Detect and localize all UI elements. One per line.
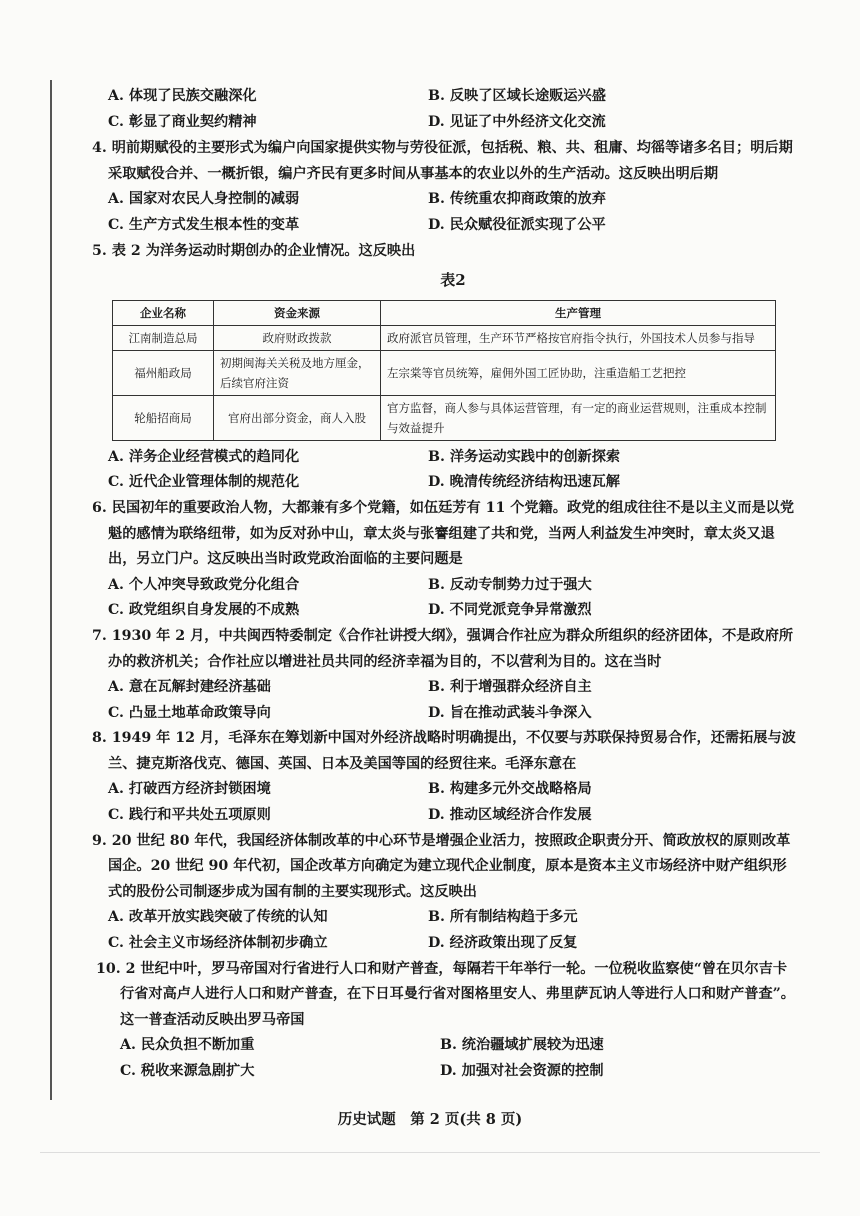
- q4-option-b: B. 传统重农抑商政策的放弃: [428, 191, 606, 208]
- cell-company: 江南制造总局: [113, 325, 214, 350]
- cell-funding: 初期闽海关关税及地方厘金，后续官府注资: [214, 350, 381, 395]
- q6-option-b: B. 反动专制势力过于强大: [428, 576, 592, 593]
- cell-management: 左宗棠等官员统筹，雇佣外国工匠协助，注重造船工艺把控: [381, 350, 776, 395]
- binding-margin-line: [50, 80, 52, 1100]
- q7-option-a: A. 意在瓦解封建经济基础: [108, 679, 271, 696]
- question-8: [92, 726, 798, 828]
- question-6-stem: 6. 民国初年的重要政治人物，大都兼有多个党籍，如伍廷芳有 11 个党籍。政党的组成往往不是以主义而是以党魁的感情为联络纽带，如为反对孙中山，章太炎与张謇组建了共和党，当两人利益发生冲突时，章太炎又退出，另立门户。这反映出当时政党政治面临的主要问题是: [92, 499, 795, 568]
- q3-options: [108, 84, 798, 135]
- question-10: [96, 957, 798, 1085]
- exam-content: [92, 84, 798, 1085]
- table-row: [113, 395, 776, 440]
- question-9: [92, 829, 798, 957]
- q4-option-a: A. 国家对农民人身控制的减弱: [108, 191, 300, 208]
- table-row: [113, 350, 776, 395]
- table-caption: 表2: [440, 271, 466, 290]
- q4-option-d: D. 民众赋役征派实现了公平: [428, 216, 606, 233]
- q8-option-a: A. 打破西方经济封锁困境: [108, 781, 271, 798]
- q9-option-a: A. 改革开放实践突破了传统的认知: [108, 909, 328, 926]
- page-footer: 历史试题 第 2 页(共 8 页): [337, 1111, 523, 1128]
- q3-option-a: A. 体现了民族交融深化: [108, 88, 257, 104]
- question-8-stem: 8. 1949 年 12 月，毛泽东在筹划新中国对外经济战略时明确提出，不仅要与苏联保持贸易合作，还需拓展与波兰、捷克斯洛伐克、德国、英国、日本及美国等国的经贸往来。毛泽东意在: [92, 730, 796, 772]
- enterprise-table: [112, 300, 776, 441]
- q10-option-c: C. 税收来源急剧扩大: [120, 1063, 255, 1079]
- q8-option-c: C. 践行和平共处五项原则: [108, 807, 271, 824]
- question-10-stem: 10. 2 世纪中叶，罗马帝国对行省进行人口和财产普查，每隔若干年举行一轮。一位税收监察使“曾在贝尔吉卡行省对高卢人进行人口和财产普查，在下日耳曼行省对图格里安人、弗里萨瓦讷人等进行人口和财产普查”。这一普查活动反映出罗马帝国: [96, 960, 795, 1028]
- table-row: [113, 325, 776, 350]
- q7-options: [108, 675, 798, 726]
- q5-option-c: C. 近代企业管理体制的规范化: [108, 474, 300, 491]
- q10-option-d: D. 加强对社会资源的控制: [440, 1063, 604, 1079]
- q8-options: [108, 777, 798, 828]
- cell-company: 福州船政局: [113, 350, 214, 395]
- q4-options: [108, 187, 798, 238]
- q3-option-b: B. 反映了区域长途贩运兴盛: [428, 88, 606, 104]
- header-funding: 资金来源: [214, 300, 381, 325]
- q3-option-d: D. 见证了中外经济文化交流: [428, 113, 606, 130]
- cell-management: 政府派官员管理，生产环节严格按官府指令执行，外国技术人员参与指导: [381, 325, 776, 350]
- q6-options: [108, 573, 798, 624]
- q6-option-a: A. 个人冲突导致政党分化组合: [108, 576, 300, 593]
- question-7: [92, 624, 798, 726]
- q8-option-b: B. 构建多元外交战略格局: [428, 781, 592, 798]
- q5-option-d: D. 晚清传统经济结构迅速瓦解: [428, 474, 620, 491]
- q5-option-a: A. 洋务企业经营模式的趋同化: [108, 448, 300, 465]
- q6-option-c: C. 政党组织自身发展的不成熟: [108, 602, 300, 619]
- question-9-stem: 9. 20 世纪 80 年代，我国经济体制改革的中心环节是增强企业活力，按照政企职责分开、简政放权的原则改革国企。20 世纪 90 年代初，国企改革方向确定为建立现代企业制度，原本是资本主义市场经济中财产组织形式的股份公司制逐步成为国有制的主要实现形式。这反映出: [92, 832, 791, 900]
- q5-option-b: B. 洋务运动实践中的创新探索: [428, 448, 621, 465]
- cell-company: 轮船招商局: [113, 395, 214, 440]
- page-edge-line: [40, 1152, 820, 1153]
- q10-option-a: A. 民众负担不断加重: [120, 1037, 255, 1054]
- cell-funding: 政府财政拨款: [214, 325, 381, 350]
- question-5-stem: 5. 表 2 为洋务运动时期创办的企业情况。这反映出: [92, 242, 416, 259]
- q7-option-c: C. 凸显土地革命政策导向: [108, 704, 271, 721]
- header-company: 企业名称: [113, 300, 214, 325]
- question-4-stem: 4. 明前期赋役的主要形式为编户向国家提供实物与劳役征派，包括税、粮、共、租庸、均徭等诸多名目；明后期采取赋役合并、一概折银，编户齐民有更多时间从事基本的农业以外的生产活动。这反映出明后期: [92, 140, 793, 182]
- cell-management: 官方监督，商人参与具体运营管理，有一定的商业运营规则，注重成本控制与效益提升: [381, 395, 776, 440]
- q3-option-c: C. 彰显了商业契约精神: [108, 113, 257, 130]
- q7-option-b: B. 利于增强群众经济自主: [428, 679, 592, 696]
- q10-options: [108, 1033, 798, 1084]
- question-5: [92, 239, 798, 496]
- header-management: 生产管理: [381, 300, 776, 325]
- q6-option-d: D. 不同党派竞争异常激烈: [428, 602, 592, 619]
- cell-funding: 官府出部分资金，商人入股: [214, 395, 381, 440]
- question-6: [92, 496, 798, 624]
- q9-options: [108, 905, 798, 956]
- table-header-row: [113, 300, 776, 325]
- q9-option-b: B. 所有制结构趋于多元: [428, 909, 578, 926]
- q5-options: [108, 445, 798, 496]
- q8-option-d: D. 推动区域经济合作发展: [428, 807, 592, 824]
- q9-option-c: C. 社会主义市场经济体制初步确立: [108, 935, 328, 952]
- q10-option-b: B. 统治疆域扩展较为迅速: [440, 1037, 604, 1054]
- question-4: [92, 136, 798, 238]
- q7-option-d: D. 旨在推动武装斗争深入: [428, 704, 592, 721]
- q9-option-d: D. 经济政策出现了反复: [428, 935, 578, 952]
- q4-option-c: C. 生产方式发生根本性的变革: [108, 216, 300, 233]
- question-7-stem: 7. 1930 年 2 月，中共闽西特委制定《合作社讲授大纲》，强调合作社应为群众所组织的经济团体，不是政府所办的救济机关；合作社应以增进社员共同的经济幸福为目的，不以营利为目的。这在当时: [92, 627, 794, 670]
